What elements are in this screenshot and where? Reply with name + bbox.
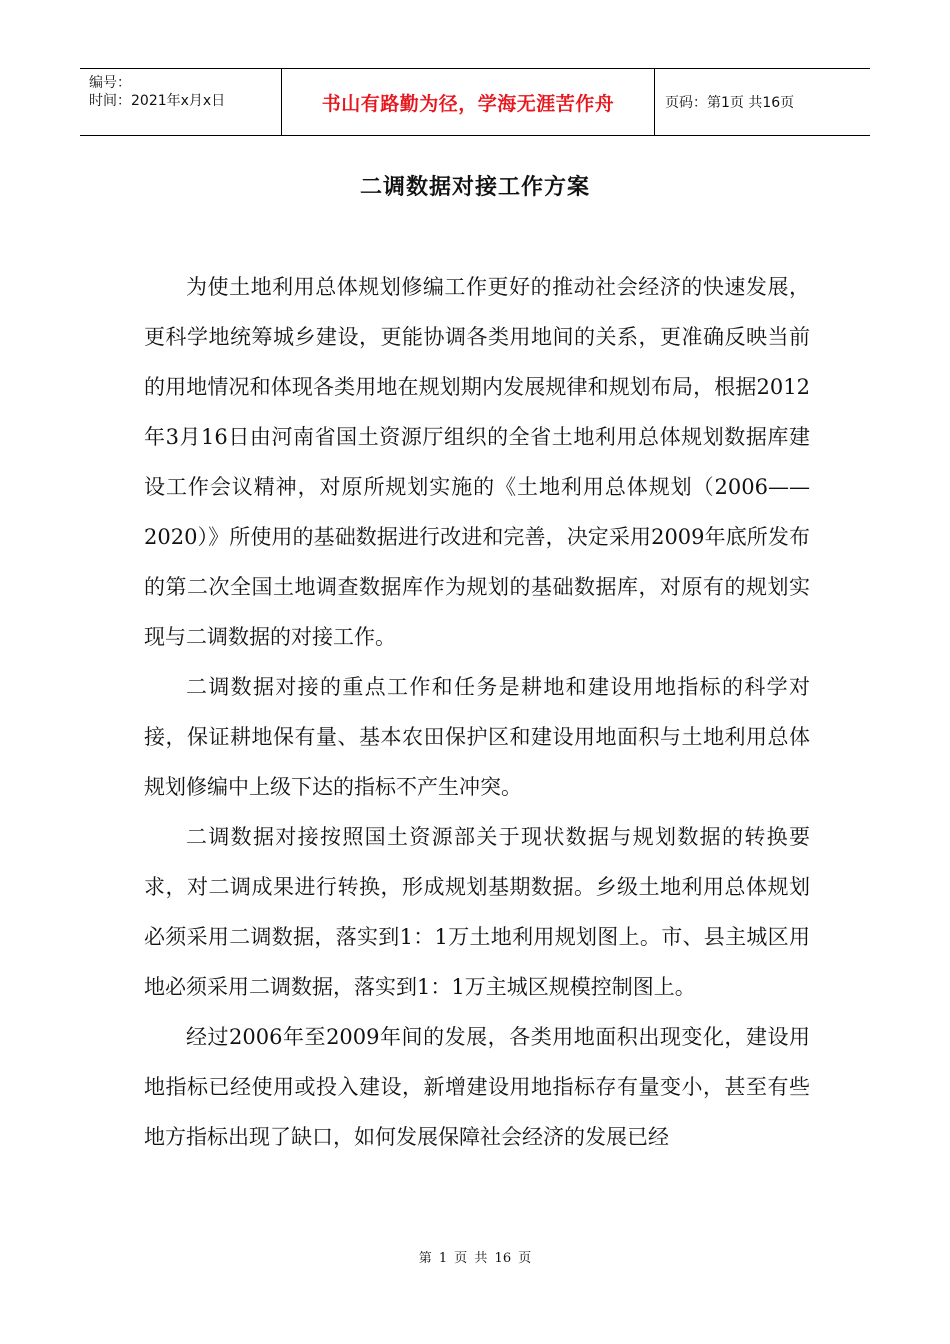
header-motto: 书山有路勤为径，学海无涯苦作舟 [282,69,655,135]
header-meta [80,69,282,135]
document-date-label: 时间：2021年x月x日 [89,93,226,109]
header-page-info: 页码：第1页 共16页 [665,95,795,111]
document-title: 二调数据对接工作方案 [359,175,590,200]
paragraph: 经过2006年至2009年间的发展，各类用地面积出现变化，建设用地指标已经使用或投入建设，新增建设用地指标存有量变小，甚至有些地方指标出现了缺口，如何发展保障社会经济的发展已经 [144,1025,810,1149]
page-footer: 第 1 页 共 16 页 [418,1251,532,1266]
document-number-label: 编号： [89,75,131,91]
paragraph: 为使土地利用总体规划修编工作更好的推动社会经济的快速发展，更科学地统筹城乡建设，更能协调各类用地间的关系，更准确反映当前的用地情况和体现各类用地在规划期内发展规律和规划布局，根据2012年3月16日由河南省国土资源厅组织的全省土地利用总体规划数据库建设工作会议精神，对原所规划实施的《土地利用总体规划（2006——2020）》所使用的基础数据进行改进和完善，决定采用2009年底所发布的第二次全国土地调查数据库作为规划的基础数据库，对原有的规划实现与二调数据的对接工作。 [144,275,810,649]
paragraph: 二调数据对接按照国土资源部关于现状数据与规划数据的转换要求，对二调成果进行转换，形成规划基期数据。乡级土地利用总体规划必须采用二调数据，落实到1：1万土地利用规划图上。市、县主城区用地必须采用二调数据，落实到1：1万主城区规模控制图上。 [144,825,810,999]
document-header [80,68,870,136]
document-body [144,262,810,1162]
paragraph: 二调数据对接的重点工作和任务是耕地和建设用地指标的科学对接，保证耕地保有量、基本农田保护区和建设用地面积与土地利用总体规划修编中上级下达的指标不产生冲突。 [144,675,810,799]
